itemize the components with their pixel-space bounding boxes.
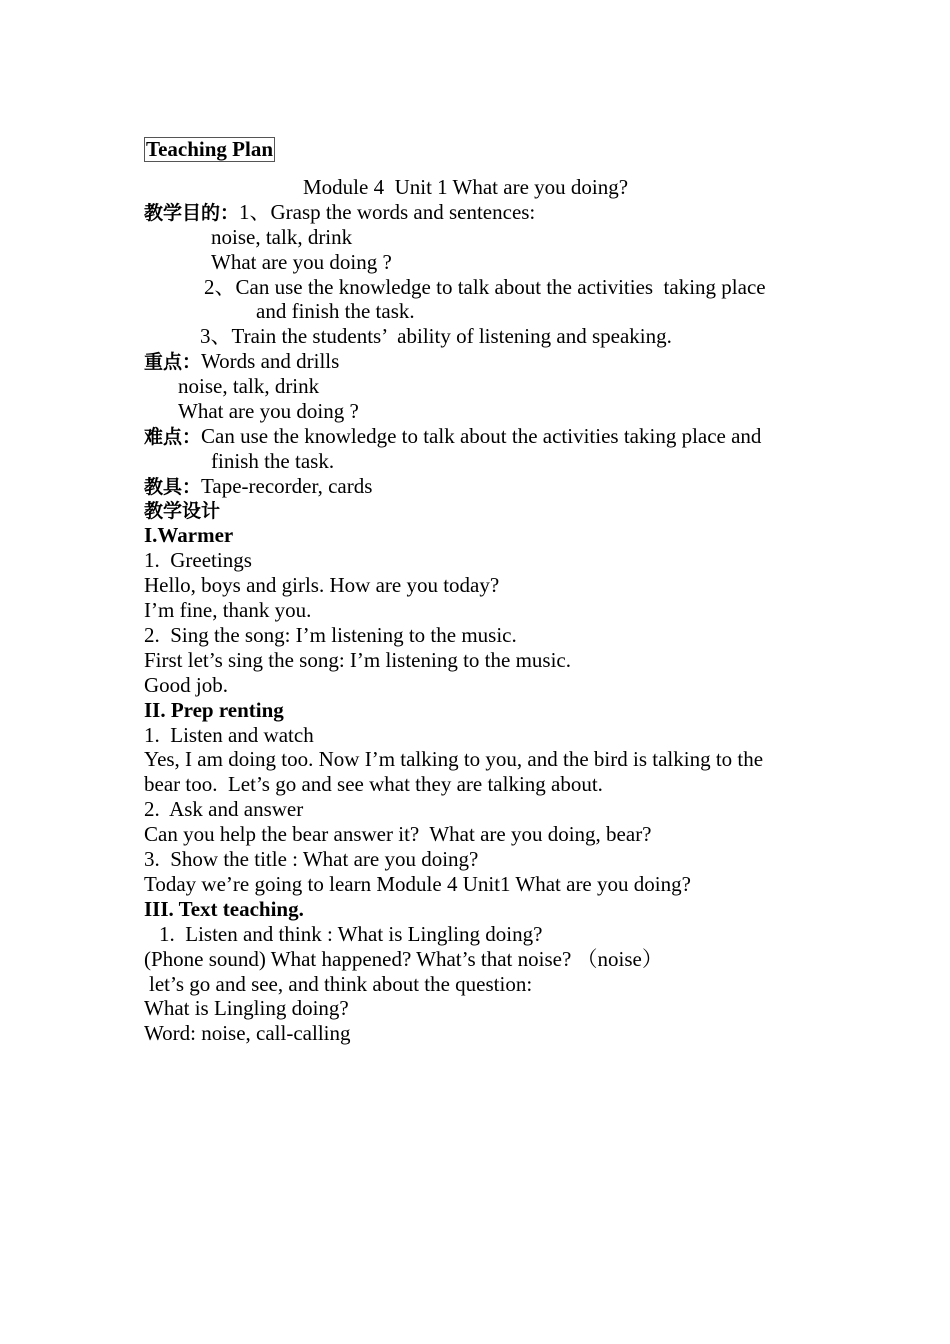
text-line: Good job.: [144, 672, 228, 697]
key-points-sentence: What are you doing ?: [178, 399, 359, 424]
objectives-words: noise, talk, drink: [211, 224, 353, 249]
difficult-points-text: Can use the knowledge to talk about the activities taking place and: [201, 423, 762, 448]
section-heading: I.Warmer: [144, 523, 234, 548]
key-points-line: [144, 349, 824, 374]
key-points-words: noise, talk, drink: [178, 374, 320, 399]
objectives-label: 教学目的：: [144, 201, 240, 224]
text-line: 3. Show the title : What are you doing?: [144, 847, 479, 872]
objectives-line-1: [144, 200, 824, 225]
text-line: let’s go and see, and think about the question:: [149, 971, 533, 996]
subtitle: Module 4 Unit 1 What are you doing?: [303, 175, 629, 199]
key-points-text: Words and drills: [201, 349, 340, 374]
difficult-points-label: 难点：: [144, 425, 202, 448]
text-line: Hello, boys and girls. How are you today?: [144, 573, 500, 598]
section-heading: III. Text teaching.: [144, 896, 304, 921]
text-line: Word: noise, call-calling: [144, 1021, 351, 1046]
text-line: 2. Sing the song: I’m listening to the music.: [144, 623, 517, 648]
difficult-points-cont: finish the task.: [211, 448, 335, 473]
text-line: 2. Ask and answer: [144, 797, 304, 822]
text-line: 1. Listen and watch: [144, 722, 314, 747]
text-line: I’m fine, thank you.: [144, 598, 312, 623]
document-body: [144, 175, 824, 1046]
aids-line: [144, 474, 824, 499]
objective-1: 1、Grasp the words and sentences:: [239, 199, 536, 224]
text-line: Can you help the bear answer it? What are you doing, bear?: [144, 822, 652, 847]
objective-2: 2、Can use the knowledge to talk about the activities taking place: [204, 274, 766, 299]
aids-label: 教具：: [144, 475, 202, 498]
text-line: 1. Greetings: [144, 548, 252, 573]
text-line: bear too. Let’s go and see what they are talking about.: [144, 772, 603, 797]
objective-3: 3、Train the students’ ability of listening and speaking.: [200, 324, 672, 349]
section-heading: II. Prep renting: [144, 697, 284, 722]
aids-text: Tape-recorder, cards: [201, 473, 373, 498]
text-line: (Phone sound) What happened? What’s that noise? （noise）: [144, 946, 663, 971]
text-line: What is Lingling doing?: [144, 996, 349, 1021]
key-points-label: 重点：: [144, 351, 202, 374]
text-line: Yes, I am doing too. Now I’m talking to you, and the bird is talking to the: [144, 747, 764, 772]
objectives-sentence: What are you doing ?: [211, 249, 392, 274]
text-line: Today we’re going to learn Module 4 Unit1 What are you doing?: [144, 871, 691, 896]
document-title: Teaching Plan: [146, 137, 274, 161]
design-heading: 教学设计: [144, 499, 221, 522]
text-line: First let’s sing the song: I’m listening to the music.: [144, 647, 571, 672]
objective-2-cont: and finish the task.: [256, 299, 415, 324]
difficult-points-line: [144, 424, 824, 449]
text-line: 1. Listen and think : What is Lingling doing?: [159, 921, 543, 946]
